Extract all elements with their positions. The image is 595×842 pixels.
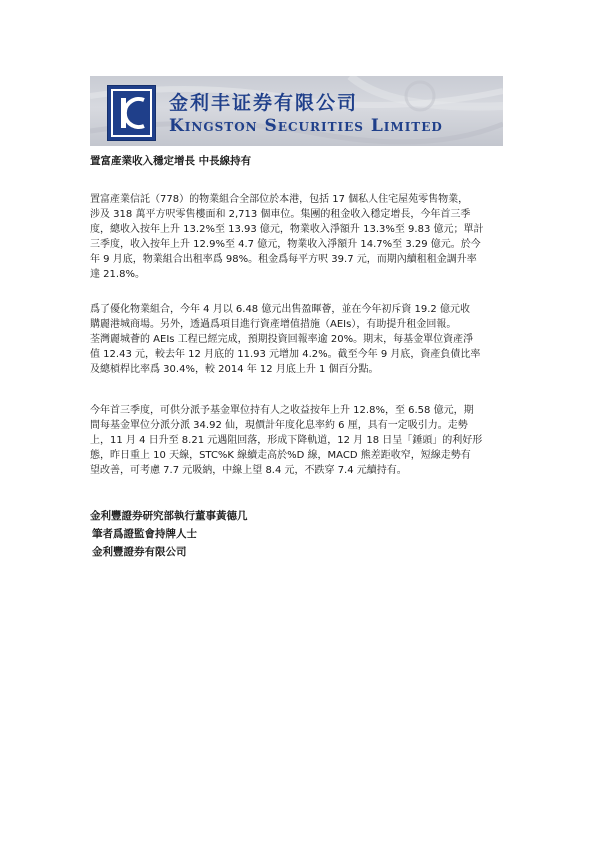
company-name-english: Kingston Securities Limited	[169, 116, 443, 136]
text-line: 爲了優化物業組合，今年 4 月以 6.48 億元出售盈暉薈，並在今年初斥資 19.2 億元收	[90, 304, 470, 315]
text-line: 三季度，收入按年上升 12.9%至 4.7 億元，物業收入淨額升 14.7%至 3.29 億元。於今	[90, 239, 481, 250]
text-line: 年 9 月底，物業組合出租率爲 98%。租金爲每平方呎 39.7 元，而期內續租租金調升率	[90, 254, 477, 265]
company-banner	[90, 76, 503, 146]
company-name-chinese: 金利丰证券有限公司	[169, 92, 359, 114]
text-line: 間每基金單位分派分派 34.92 仙，現價計年度化息率約 6 厘，具有一定吸引力。走勢	[90, 420, 468, 431]
text-line: 涉及 318 萬平方呎零售樓面和 2,713 個車位。集團的租金收入穩定增長，今年首三季	[90, 209, 471, 220]
paragraph-1	[90, 192, 508, 282]
text-line: 望改善，可考慮 7.7 元吸納，中線上望 8.4 元，不跌穿 7.4 元續持有。	[90, 465, 407, 476]
article-headline: 置富產業收入穩定增長 中長線持有	[90, 155, 252, 167]
text-line: 度，總收入按年上升 13.2%至 13.93 億元，物業收入淨額升 13.3%至 9.83 億元；單計	[90, 224, 484, 235]
signature-company: 金利豐證券有限公司	[92, 546, 187, 558]
kingston-ic-logo-icon	[107, 85, 156, 141]
signature-author: 金利豐證券研究部執行董事黃德几	[90, 510, 248, 522]
text-line: 上，11 月 4 日升至 8.21 元遇阻回落，形成下降軌道，12 月 18 日呈「錘頭」的利好形	[90, 435, 483, 446]
text-line: 置富產業信託（778）的物業組合全部位於本港，包括 17 個私人住宅屋苑零售物業，	[90, 194, 469, 205]
paragraph-2	[90, 302, 508, 377]
signature-disclosure: 筆者爲證監會持牌人士	[92, 528, 197, 540]
text-line: 荃灣麗城薈的 AEIs 工程已經完成，預期投資回報率逾 20%。期末，每基金單位資產淨	[90, 334, 474, 345]
text-line: 值 12.43 元，較去年 12 月底的 11.93 元增加 4.2%。截至今年 9 月底，資產負債比率	[90, 349, 481, 360]
text-line: 達 21.8%。	[90, 269, 145, 280]
text-line: 態，昨日重上 10 天線，STC%K 線續走高於%D 線，MACD 熊差距收窄，短線走勢有	[90, 450, 471, 461]
text-line: 今年首三季度，可供分派予基金單位持有人之收益按年上升 12.8%，至 6.58 億元，期	[90, 405, 474, 416]
text-line: 及總槓桿比率爲 30.4%，較 2014 年 12 月底上升 1 個百分點。	[90, 364, 379, 375]
paragraph-3	[90, 403, 508, 478]
text-line: 購麗港城商場。另外，透過爲項目進行資產增值措施（AEIs），有助提升租金回報。	[90, 319, 457, 330]
